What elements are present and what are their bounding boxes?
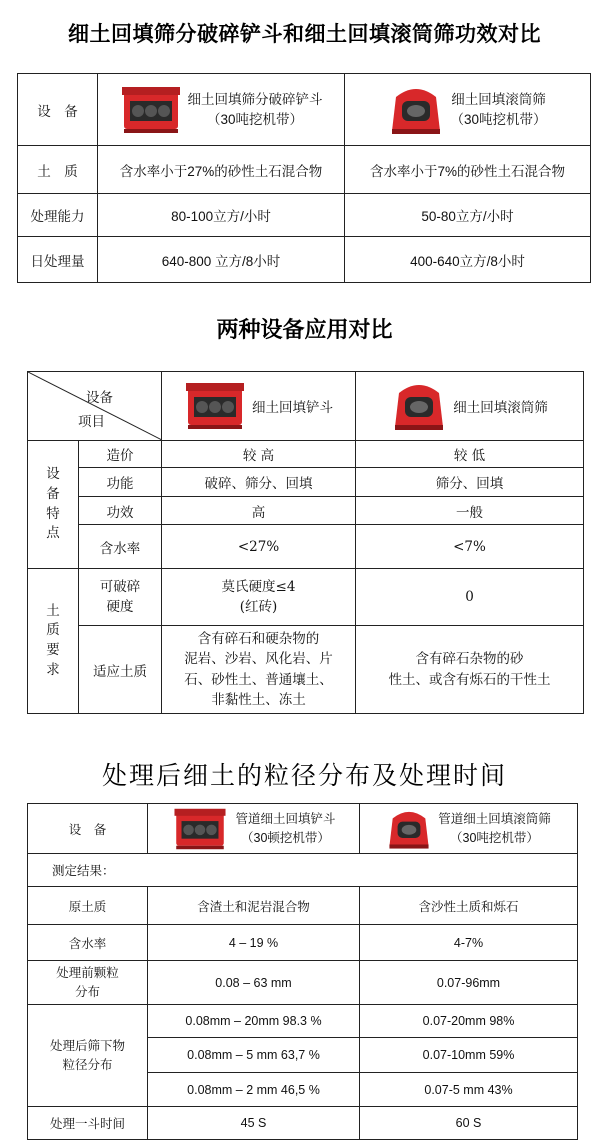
- pre-label: 处理前颗粒 分布: [28, 961, 148, 1005]
- corner-header: [28, 372, 162, 441]
- row-value: <7%: [356, 525, 584, 569]
- table-row: [28, 497, 584, 525]
- row-value: 较 低: [356, 441, 584, 468]
- table-row: [28, 441, 584, 468]
- section3-title: 处理后细土的粒径分布及处理时间: [101, 761, 507, 790]
- product1-cell: [162, 372, 356, 441]
- section1-title: 细土回填筛分破碎铲斗和细土回填滚筒筛功效对比: [68, 23, 541, 46]
- table-row: [28, 925, 578, 961]
- post-value-1: 0.08mm – 2 mm 46,5 %: [148, 1073, 360, 1107]
- time-value-2: 60 S: [360, 1107, 578, 1140]
- product2-cell: [360, 804, 578, 854]
- row-label: 土 质: [18, 146, 98, 194]
- row-label: 含水率: [28, 925, 148, 961]
- row-value: <27%: [162, 525, 356, 569]
- row-label: 功能: [79, 468, 162, 497]
- row-value: 4 – 19 %: [148, 925, 360, 961]
- row-label: 日处理量: [18, 237, 98, 283]
- product1-cell: [148, 804, 360, 854]
- table-row: [28, 626, 584, 714]
- post-value-2: 0.07-10mm 59%: [360, 1038, 578, 1073]
- corner-bottom-label: 项目: [78, 414, 105, 430]
- application-comparison-table: [27, 371, 584, 714]
- product1-name: 管道细土回填铲斗: [235, 812, 336, 827]
- table-row: [28, 961, 578, 1005]
- row-value: 高: [162, 497, 356, 525]
- row-value: 含水率小于27%的砂性土石混合物: [98, 146, 345, 194]
- hardness-value-2: 0: [356, 569, 584, 626]
- row-value: 4-7%: [360, 925, 578, 961]
- row-value: 较 高: [162, 441, 356, 468]
- row-value: 破碎、筛分、回填: [162, 468, 356, 497]
- row-value: 一般: [356, 497, 584, 525]
- product2-name: 细土回填滚筒筛: [453, 400, 548, 416]
- post-value-1: 0.08mm – 5 mm 63,7 %: [148, 1038, 360, 1073]
- section2-title: 两种设备应用对比: [216, 317, 393, 342]
- row-value: 80-100立方/小时: [98, 194, 345, 237]
- time-value-1: 45 S: [148, 1107, 360, 1140]
- product2-name: 管道细土回填滚筒筛: [438, 812, 551, 827]
- row-label: 功效: [79, 497, 162, 525]
- product1-sub: （30吨挖机带）: [206, 111, 304, 127]
- row-value: 含渣土和泥岩混合物: [148, 887, 360, 925]
- row-label: 造价: [79, 441, 162, 468]
- hardness-value-1: 莫氏硬度≤4 (红砖): [162, 569, 356, 626]
- soil-value-1: 含有碎石和硬杂物的 泥岩、沙岩、风化岩、片 石、砂性土、普通壤土、 非黏性土、冻土: [162, 626, 356, 714]
- product1-name: 细土回填筛分破碎铲斗: [187, 91, 323, 107]
- group-label-soil: 土 质 要 求: [28, 569, 79, 714]
- soil-label: 适应土质: [79, 626, 162, 714]
- hardness-label: 可破碎 硬度: [79, 569, 162, 626]
- device-label: 设 备: [18, 74, 98, 146]
- post-value-2: 0.07-20mm 98%: [360, 1005, 578, 1038]
- table-row: [28, 1107, 578, 1140]
- table-row: [18, 146, 591, 194]
- row-label: 含水率: [79, 525, 162, 569]
- row-value: 640-800 立方/8小时: [98, 237, 345, 283]
- pre-value-2: 0.07-96mm: [360, 961, 578, 1005]
- row-label: 处理能力: [18, 194, 98, 237]
- time-label: 处理一斗时间: [28, 1107, 148, 1140]
- table-row: [18, 194, 591, 237]
- post-label: 处理后筛下物 粒径分布: [28, 1005, 148, 1107]
- drum-screen-image: [391, 379, 447, 433]
- particle-distribution-table: [27, 803, 578, 1140]
- row-label: 原土质: [28, 887, 148, 925]
- crusher-bucket-image: [171, 807, 229, 851]
- drum-screen-image: [388, 83, 444, 137]
- table-row: [28, 1005, 578, 1038]
- pre-value-1: 0.08 – 63 mm: [148, 961, 360, 1005]
- post-value-1: 0.08mm – 20mm 98.3 %: [148, 1005, 360, 1038]
- soil-value-2: 含有碎石杂物的砂 性土、或含有烁石的干性土: [356, 626, 584, 714]
- corner-top-label: 设备: [86, 390, 113, 406]
- product2-cell: [345, 74, 591, 146]
- row-value: 含水率小于7%的砂性土石混合物: [345, 146, 591, 194]
- product2-sub: （30吨挖机带）: [450, 830, 539, 845]
- post-value-2: 0.07-5 mm 43%: [360, 1073, 578, 1107]
- row-value: 400-640立方/8小时: [345, 237, 591, 283]
- drum-screen-image: [386, 807, 432, 851]
- product1-sub: （30顿挖机带）: [241, 830, 330, 845]
- row-value: 筛分、回填: [356, 468, 584, 497]
- product1-cell: [98, 74, 345, 146]
- product1-name: 细土回填铲斗: [252, 400, 333, 416]
- product2-name: 细土回填滚筒筛: [451, 91, 546, 107]
- row-value: 50-80立方/小时: [345, 194, 591, 237]
- table-row: [28, 468, 584, 497]
- row-value: 含沙性土质和烁石: [360, 887, 578, 925]
- group-label-equipment: 设 备 特 点: [28, 441, 79, 569]
- efficiency-comparison-table: [17, 73, 591, 283]
- device-label: 设 备: [28, 804, 148, 854]
- crusher-bucket-image: [120, 85, 182, 135]
- table-row: [18, 237, 591, 283]
- result-label: 测定结果：: [28, 854, 578, 887]
- crusher-bucket-image: [184, 381, 246, 431]
- table-row: [28, 887, 578, 925]
- product2-sub: （30吨挖机带）: [450, 111, 547, 127]
- product2-cell: [356, 372, 584, 441]
- table-row: [28, 525, 584, 569]
- table-row: [28, 569, 584, 626]
